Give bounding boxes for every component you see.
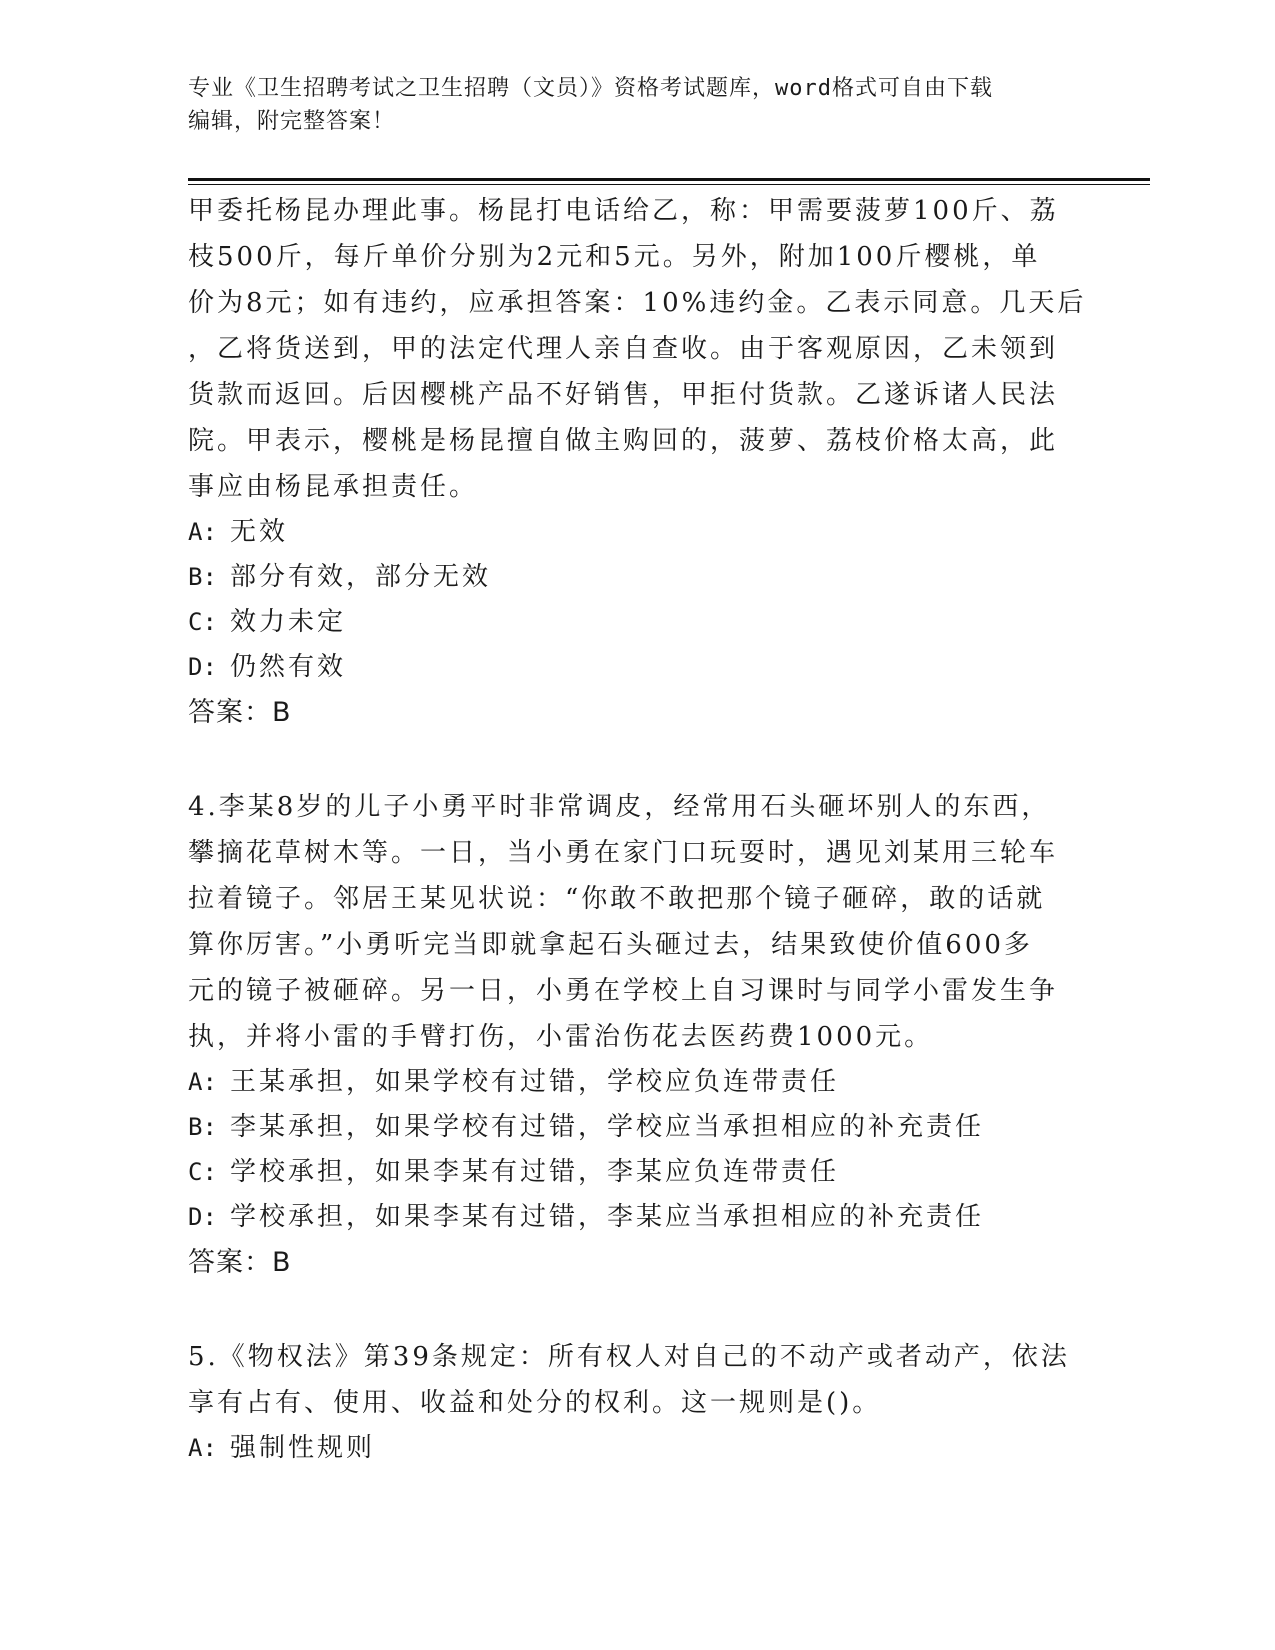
option-d [188, 1195, 1088, 1240]
question-line: 5.《物权法》第39条规定：所有权人对自己的不动产或者动产，依法 [188, 1342, 1070, 1372]
spacer [188, 1286, 1088, 1334]
question-line: ，乙将货送到，甲的法定代理人亲自查收。由于客观原因，乙未领到 [188, 334, 1059, 364]
question-line: 枝500斤，每斤单价分别为2元和5元。另外，附加100斤樱桃，单 [188, 242, 1041, 272]
answer-line: 答案：B [188, 1247, 292, 1278]
header-line-2: 编辑，附完整答案！ [188, 109, 396, 134]
question-line: 拉着镜子。邻居王某见状说：“你敢不敢把那个镜子砸碎，敢的话就 [188, 884, 1046, 914]
question-line: 价为8元；如有违约，应承担答案：10%违约金。乙表示同意。几天后 [188, 288, 1087, 318]
question-line: 执，并将小雷的手臂打伤，小雷治伤花去医药费1000元。 [188, 1022, 934, 1052]
question-line: 4.李某8岁的儿子小勇平时非常调皮，经常用石头砸坏别人的东西， [188, 792, 1051, 822]
spacer [188, 736, 1088, 784]
header-divider-thin [188, 184, 1150, 185]
option-d [188, 645, 1088, 690]
answer-line: 答案：B [188, 697, 292, 728]
question-line: 货款而返回。后因樱桃产品不好销售，甲拒付货款。乙遂诉诸人民法 [188, 380, 1059, 410]
option-text: 学校承担，如果李某有过错，李某应当承担相应的补充责任 [230, 1202, 985, 1232]
option-key: D: [188, 653, 217, 681]
question-4 [188, 784, 1088, 1286]
document-header [188, 72, 1088, 138]
question-line: 事应由杨昆承担责任。 [188, 472, 479, 502]
option-key: A: [188, 1434, 217, 1462]
question-line: 享有占有、使用、收益和处分的权利。这一规则是()。 [188, 1388, 882, 1418]
option-key: C: [188, 1158, 217, 1186]
option-c [188, 1150, 1088, 1195]
option-a [188, 510, 1088, 555]
option-text: 效力未定 [230, 607, 347, 637]
option-key: C: [188, 608, 217, 636]
option-text: 强制性规则 [230, 1433, 376, 1463]
question-line: 院。甲表示，樱桃是杨昆擅自做主购回的，菠萝、荔枝价格太高，此 [188, 426, 1059, 456]
option-b [188, 1105, 1088, 1150]
option-key: A: [188, 1068, 217, 1096]
question-line: 甲委托杨昆办理此事。杨昆打电话给乙，称：甲需要菠萝100斤、荔 [188, 196, 1059, 226]
option-text: 无效 [230, 517, 289, 547]
option-text: 李某承担，如果学校有过错，学校应当承担相应的补充责任 [230, 1112, 985, 1142]
question-3-text [188, 188, 1088, 510]
question-3 [188, 188, 1088, 736]
option-b [188, 555, 1088, 600]
header-line-1: 专业《卫生招聘考试之卫生招聘（文员）》资格考试题库，word格式可自由下载 [188, 76, 993, 101]
option-text: 王某承担，如果学校有过错，学校应负连带责任 [230, 1067, 840, 1097]
option-c [188, 600, 1088, 645]
option-text: 学校承担，如果李某有过错，李某应负连带责任 [230, 1157, 840, 1187]
option-key: B: [188, 1113, 217, 1141]
option-a [188, 1060, 1088, 1105]
question-line: 算你厉害。”小勇听完当即就拿起石头砸过去，结果致使价值600多 [188, 930, 1033, 960]
option-text: 仍然有效 [230, 652, 347, 682]
question-5 [188, 1334, 1088, 1471]
option-key: B: [188, 563, 217, 591]
option-a [188, 1426, 1088, 1471]
header-divider-thick [188, 178, 1150, 181]
option-text: 部分有效，部分无效 [230, 562, 492, 592]
option-key: A: [188, 518, 217, 546]
question-line: 攀摘花草树木等。一日，当小勇在家门口玩耍时，遇见刘某用三轮车 [188, 838, 1059, 868]
option-key: D: [188, 1203, 217, 1231]
question-line: 元的镜子被砸碎。另一日，小勇在学校上自习课时与同学小雷发生争 [188, 976, 1059, 1006]
question-4-text [188, 784, 1088, 1060]
document-body [188, 188, 1088, 1471]
question-5-text [188, 1334, 1088, 1426]
